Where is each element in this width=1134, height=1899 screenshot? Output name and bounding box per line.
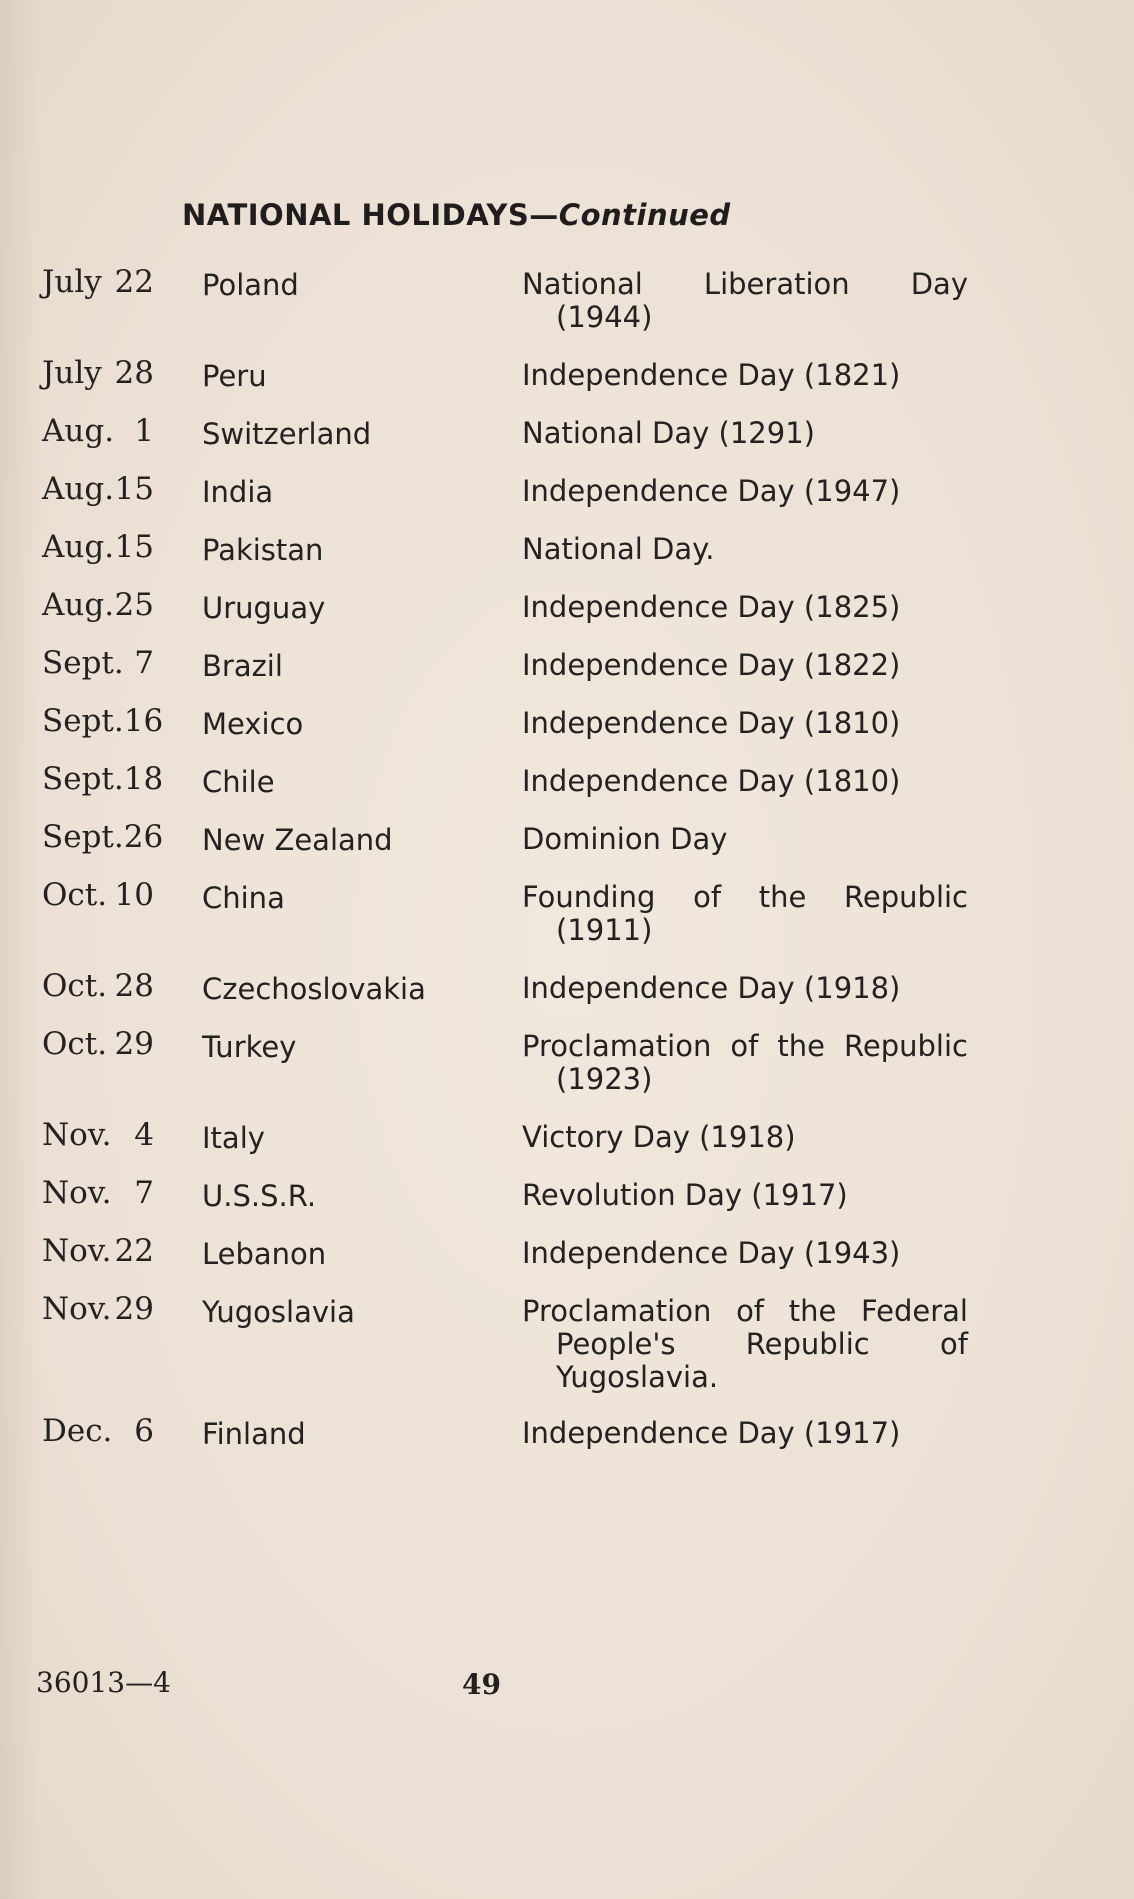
holiday-month: Sept. bbox=[42, 761, 124, 797]
holiday-event: Victory Day (1918) bbox=[522, 1120, 796, 1154]
holiday-month: Sept. bbox=[42, 645, 124, 681]
holiday-country: Peru bbox=[202, 359, 267, 393]
holiday-month: Nov. bbox=[42, 1233, 112, 1269]
holiday-day: 28 bbox=[114, 355, 154, 391]
holiday-month: Oct. bbox=[42, 968, 108, 1004]
holiday-date bbox=[42, 1233, 154, 1269]
holiday-event: Dominion Day bbox=[522, 822, 728, 856]
holiday-month: Oct. bbox=[42, 877, 108, 913]
holiday-month: Aug. bbox=[42, 471, 115, 507]
holiday-date bbox=[42, 1413, 154, 1449]
holiday-event: Proclamation of the Republic (1923) bbox=[522, 1029, 968, 1096]
holiday-country: Yugoslavia bbox=[202, 1295, 355, 1329]
holiday-date bbox=[42, 529, 154, 565]
holiday-country: Italy bbox=[202, 1121, 265, 1155]
holiday-month: Sept. bbox=[42, 703, 124, 739]
holiday-day: 6 bbox=[134, 1413, 154, 1449]
holiday-event: Independence Day (1810) bbox=[522, 764, 901, 798]
holiday-month: Nov. bbox=[42, 1175, 112, 1211]
holiday-date bbox=[42, 587, 154, 623]
holiday-date bbox=[42, 819, 164, 855]
holiday-day: 25 bbox=[114, 587, 154, 623]
holiday-event: National Day (1291) bbox=[522, 416, 815, 450]
holiday-date bbox=[42, 877, 154, 913]
holiday-day: 7 bbox=[134, 645, 154, 681]
holiday-country: China bbox=[202, 881, 285, 915]
holiday-month: Nov. bbox=[42, 1117, 112, 1153]
holiday-day: 29 bbox=[114, 1291, 154, 1327]
holiday-country: Chile bbox=[202, 765, 275, 799]
holiday-month: Oct. bbox=[42, 1026, 108, 1062]
holiday-event: Independence Day (1918) bbox=[522, 971, 901, 1005]
holiday-day: 15 bbox=[114, 471, 154, 507]
holiday-country: Lebanon bbox=[202, 1237, 327, 1271]
holiday-country: Poland bbox=[202, 268, 299, 302]
holiday-day: 10 bbox=[114, 877, 154, 913]
holiday-event: Independence Day (1821) bbox=[522, 358, 901, 392]
holiday-event: Independence Day (1810) bbox=[522, 706, 901, 740]
holiday-month: Aug. bbox=[42, 529, 115, 565]
holiday-event: National Liberation Day (1944) bbox=[522, 267, 968, 334]
holiday-date bbox=[42, 1026, 154, 1062]
holiday-country: New Zealand bbox=[202, 823, 393, 857]
holiday-day: 16 bbox=[123, 703, 164, 739]
page-number: 49 bbox=[462, 1668, 501, 1701]
heading-title: NATIONAL HOLIDAYS— bbox=[182, 198, 559, 232]
holiday-date bbox=[42, 1117, 154, 1153]
holiday-date bbox=[42, 471, 154, 507]
holiday-event: Independence Day (1822) bbox=[522, 648, 901, 682]
print-code: 36013—4 bbox=[36, 1666, 171, 1699]
holiday-day: 18 bbox=[123, 761, 164, 797]
heading-continued: Continued bbox=[558, 198, 731, 232]
holiday-date bbox=[42, 645, 154, 681]
holiday-day: 28 bbox=[114, 968, 154, 1004]
holiday-event: National Day. bbox=[522, 532, 715, 566]
holiday-month: July bbox=[42, 355, 102, 391]
holiday-day: 22 bbox=[114, 1233, 154, 1269]
holiday-day: 29 bbox=[114, 1026, 154, 1062]
page-heading bbox=[182, 198, 731, 232]
holiday-date bbox=[42, 1291, 154, 1327]
holiday-month: July bbox=[42, 264, 102, 300]
holiday-date bbox=[42, 264, 154, 300]
holiday-month: Nov. bbox=[42, 1291, 112, 1327]
holiday-event: Independence Day (1947) bbox=[522, 474, 901, 508]
holiday-day: 22 bbox=[114, 264, 154, 300]
holiday-day: 15 bbox=[114, 529, 154, 565]
holiday-event: Independence Day (1825) bbox=[522, 590, 901, 624]
holiday-event: Revolution Day (1917) bbox=[522, 1178, 848, 1212]
holiday-event: Independence Day (1917) bbox=[522, 1416, 901, 1450]
holiday-country: Turkey bbox=[202, 1030, 297, 1064]
holiday-country: Pakistan bbox=[202, 533, 324, 567]
holiday-month: Aug. bbox=[42, 587, 115, 623]
holiday-date bbox=[42, 703, 164, 739]
holiday-country: Finland bbox=[202, 1417, 306, 1451]
holiday-country: Brazil bbox=[202, 649, 283, 683]
holiday-day: 1 bbox=[134, 413, 154, 449]
holiday-date bbox=[42, 761, 164, 797]
holiday-month: Aug. bbox=[42, 413, 115, 449]
holiday-date bbox=[42, 355, 154, 391]
holiday-day: 7 bbox=[134, 1175, 154, 1211]
holiday-date bbox=[42, 1175, 154, 1211]
holiday-date bbox=[42, 968, 154, 1004]
holiday-day: 26 bbox=[123, 819, 164, 855]
holiday-country: Czechoslovakia bbox=[202, 972, 426, 1006]
holiday-event: Proclamation of the Federal People's Republic of Yugoslavia. bbox=[522, 1294, 968, 1394]
holiday-day: 4 bbox=[134, 1117, 154, 1153]
holiday-month: Dec. bbox=[42, 1413, 113, 1449]
holiday-event: Founding of the Republic (1911) bbox=[522, 880, 968, 947]
holiday-country: Mexico bbox=[202, 707, 304, 741]
holiday-event: Independence Day (1943) bbox=[522, 1236, 901, 1270]
holiday-date bbox=[42, 413, 154, 449]
holiday-country: Switzerland bbox=[202, 417, 372, 451]
holiday-month: Sept. bbox=[42, 819, 124, 855]
holiday-country: U.S.S.R. bbox=[202, 1179, 317, 1213]
holiday-country: Uruguay bbox=[202, 591, 326, 625]
holiday-country: India bbox=[202, 475, 274, 509]
